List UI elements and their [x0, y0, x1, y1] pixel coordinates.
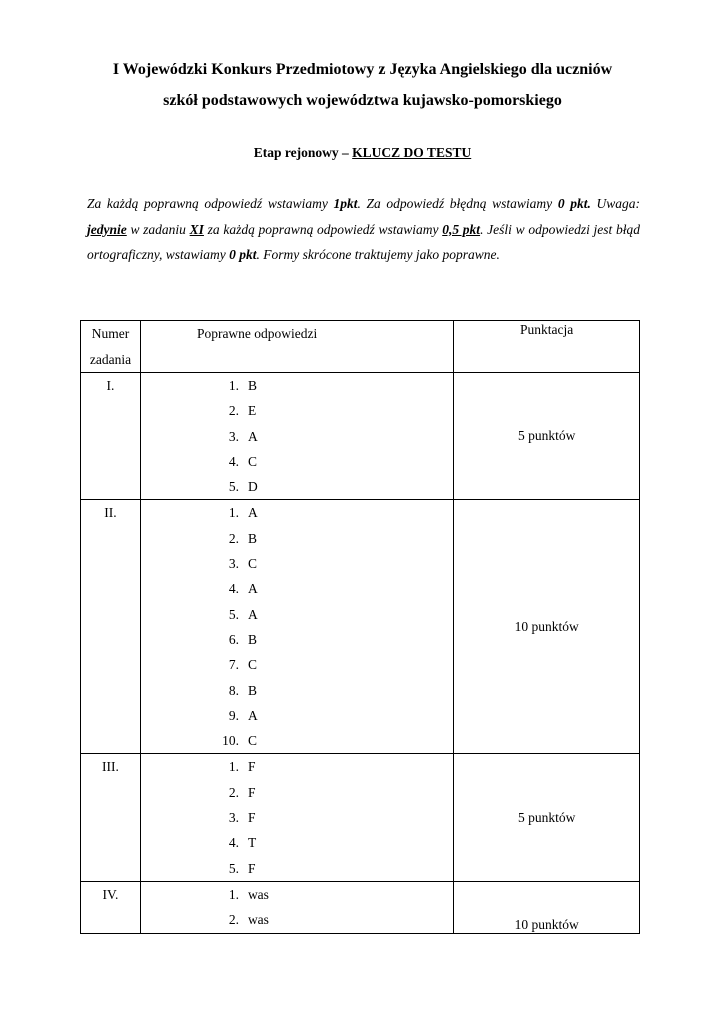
list-item	[141, 780, 453, 805]
list-item	[141, 805, 453, 830]
answer-number: 6.	[228, 631, 239, 647]
list-item	[141, 373, 453, 398]
answer-value: C	[247, 733, 257, 749]
header-answers: Poprawne odpowiedzi	[140, 321, 453, 373]
list-item	[141, 627, 453, 652]
answer-value: F	[247, 860, 256, 876]
table-row	[81, 754, 640, 881]
task-number: I.	[81, 373, 141, 500]
instr-text-5: za każdą poprawną odpowiedź wstawiamy	[203, 221, 443, 237]
list-item	[141, 830, 453, 855]
instr-text-3: Uwaga:	[590, 196, 640, 211]
table-row	[81, 373, 640, 500]
list-item	[141, 856, 453, 881]
list-item	[141, 474, 453, 499]
list-item	[141, 703, 453, 728]
answer-number: 9.	[228, 707, 239, 723]
list-item	[141, 652, 453, 677]
answer-list	[141, 754, 453, 880]
instr-bold-half-pkt: 0,5 pkt	[442, 221, 481, 237]
answer-list	[141, 373, 453, 499]
instr-text-6: . Jeśli w odpowiedzi jest błąd ortograficzny, wstawiamy	[87, 221, 640, 262]
answer-value: T	[247, 835, 257, 851]
header-number-line1: Numer	[91, 326, 130, 341]
list-item	[141, 526, 453, 551]
task-number: II.	[81, 500, 141, 754]
list-item	[141, 728, 453, 753]
list-item	[141, 500, 453, 525]
answer-number: 8.	[228, 682, 239, 698]
instr-text-4: w zadaniu	[126, 221, 190, 237]
answer-number: 2.	[228, 403, 239, 419]
list-item	[141, 398, 453, 423]
header-task-number	[81, 321, 141, 373]
document-title-line2: szkół podstawowych województwa kujawsko-pomorskiego	[163, 92, 562, 109]
task-number: III.	[81, 754, 141, 881]
answer-number: 5.	[228, 860, 239, 876]
header-points	[454, 321, 640, 373]
answer-value: B	[247, 682, 257, 698]
list-item	[141, 449, 453, 474]
instr-bold-xi: XI	[189, 221, 204, 237]
answer-list	[141, 882, 453, 933]
answers-cell	[140, 754, 453, 881]
points-cell: 5 punktów	[454, 373, 640, 500]
answer-number: 5.	[228, 479, 239, 495]
answer-value: E	[247, 403, 257, 419]
answer-value: C	[247, 453, 257, 469]
answer-number: 5.	[228, 606, 239, 622]
list-item	[141, 551, 453, 576]
answer-number: 4.	[228, 581, 239, 597]
answer-number: 1.	[228, 759, 239, 775]
answer-value: F	[247, 759, 256, 775]
points-cell: 5 punktów	[454, 754, 640, 881]
answer-number: 2.	[228, 530, 239, 546]
answer-value: C	[247, 657, 257, 673]
points-cell: 10 punktów	[454, 881, 640, 933]
list-item	[141, 754, 453, 779]
header-number-line2: zadania	[89, 351, 132, 367]
answers-cell	[140, 881, 453, 933]
instr-text-7: . Formy skrócone traktujemy jako poprawne.	[256, 247, 500, 262]
answer-number: 1.	[228, 886, 239, 902]
answer-value: was	[247, 886, 269, 902]
list-item	[141, 576, 453, 601]
scoring-instructions	[87, 191, 640, 268]
answer-number: 3.	[228, 810, 239, 826]
answer-number: 3.	[228, 428, 239, 444]
document-title-line1: I Wojewódzki Konkurs Przedmiotowy z Języka Angielskiego dla uczniów	[112, 61, 613, 78]
answer-key-label: KLUCZ DO TESTU	[352, 145, 472, 160]
answer-value: A	[247, 428, 258, 444]
task-number: IV.	[81, 881, 141, 933]
table-row	[81, 500, 640, 754]
answer-number: 2.	[228, 912, 239, 928]
list-item	[141, 602, 453, 627]
answer-value: D	[247, 479, 258, 495]
list-item	[141, 907, 453, 932]
answer-value: A	[247, 707, 258, 723]
table-row	[81, 881, 640, 933]
answer-number: 1.	[228, 505, 239, 521]
instr-bold-0pkt-2: 0 pkt	[229, 247, 257, 262]
list-item	[141, 882, 453, 907]
stage-prefix: Etap rejonowy –	[253, 145, 353, 160]
answers-cell	[140, 373, 453, 500]
instr-text-2: . Za odpowiedź błędną wstawiamy	[357, 196, 558, 211]
answer-number: 7.	[228, 657, 239, 673]
instr-bold-1pkt: 1pkt	[333, 196, 358, 211]
instr-bold-jedynie: jedynie	[87, 221, 127, 237]
list-item	[141, 678, 453, 703]
stage-heading	[0, 145, 725, 161]
answer-value: B	[247, 530, 257, 546]
answer-list	[141, 500, 453, 753]
answer-value: was	[247, 912, 269, 928]
answers-cell	[140, 500, 453, 754]
answer-value: F	[247, 784, 256, 800]
answer-value: B	[247, 378, 257, 393]
answer-value: A	[247, 505, 258, 521]
instr-text-1: Za każdą poprawną odpowiedź wstawiamy	[87, 196, 334, 211]
answer-value: A	[247, 581, 258, 597]
answer-number: 1.	[228, 378, 239, 393]
header-points-label: Punktacja	[520, 322, 574, 337]
answer-number: 4.	[228, 453, 239, 469]
answer-value: C	[247, 556, 257, 572]
answer-number: 4.	[228, 835, 239, 851]
answer-value: B	[247, 631, 257, 647]
answer-value: F	[247, 810, 256, 826]
answer-value: A	[247, 606, 258, 622]
list-item	[141, 424, 453, 449]
table-header-row	[81, 321, 640, 373]
instr-bold-0pkt: 0 pkt.	[557, 196, 591, 211]
answer-key-table	[80, 320, 640, 934]
answer-number: 2.	[228, 784, 239, 800]
answer-number: 3.	[228, 556, 239, 572]
points-cell: 10 punktów	[454, 500, 640, 754]
answer-number: 10.	[222, 733, 239, 749]
